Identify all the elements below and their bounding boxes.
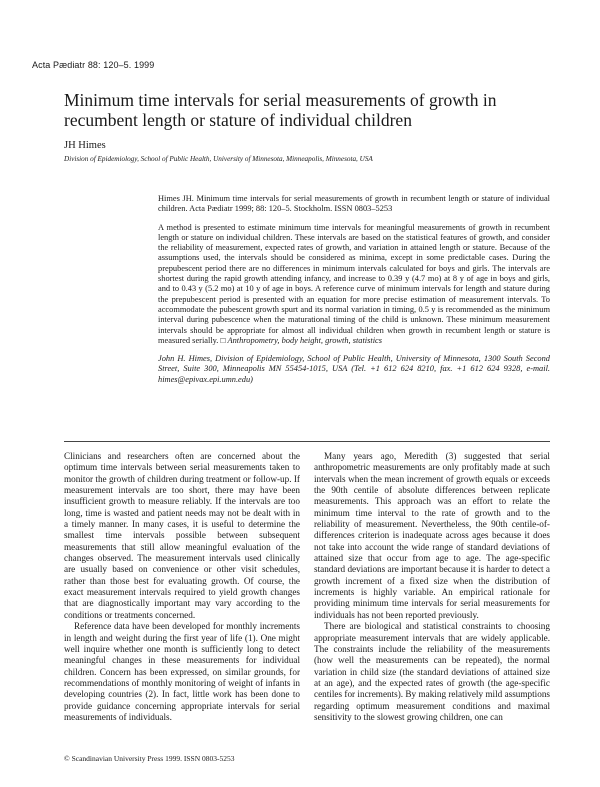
paragraph: Many years ago, Meredith (3) suggested that serial anthropometric measurements are only profitably made at such intervals when the mean increment of growth equals or exceeds the 90th centile of absolute differences between replicate measurements. This approach was an effort to relate the minimum time interval to the rate of growth and to the reliability of measurement. Nevertheless, the 90th centile-of-differences criterion is inadequate across ages because it does not take into account the wide range of standard deviations of attained size that occur from age to age. The age-specific standard deviations are important because it is harder to detect a growth increment of a fixed size when the distribution of increments is highly variable. An empirical rationale for providing minimum time intervals for serial measurements for individuals has not been reported previously. [314, 451, 550, 620]
abstract-keywords: □ Anthropometry, body height, growth, statistics [220, 335, 383, 345]
abstract-body [158, 223, 550, 347]
body-column-left [64, 451, 300, 723]
paragraph: Clinicians and researchers often are concerned about the optimum time intervals between serial measurements taken to monitor the growth of children during treatment or follow-up. If measurement intervals are too short, there may have been insufficient growth to measure reliably. If the intervals are too long, time is wasted and patient needs may not be dealt with in a timely manner. In many cases, it is useful to determine the smallest time intervals possible between subsequent measurements that still allow meaningful evaluation of the changes observed. The measurement intervals used clinically are usually based on convenience or other visit schedules, rather than those best for evaluating growth. Of course, the exact measurement intervals required to yield growth changes that are diagnostically important may vary according to the conditions or treatments concerned. [64, 451, 300, 620]
journal-citation: Acta Pædiatr 88: 120–5. 1999 [32, 60, 155, 70]
author-affiliation: Division of Epidemiology, School of Public Health, University of Minnesota, Minneapolis, Minnesota, USA [64, 155, 373, 163]
author-name: JH Himes [64, 140, 106, 151]
section-divider [64, 441, 550, 442]
body-column-right [314, 451, 550, 723]
correspondence-address: John H. Himes, Division of Epidemiology, School of Public Health, University of Minnesota, 1300 South Second Street, Suite 300, Minneapolis MN 55454-1015, USA (Tel. +1 612 624 8210, fax. +1 612 624 9328, e-mail. himes@epivax.epi.umn.edu) [158, 354, 550, 384]
copyright-footer: © Scandinavian University Press 1999. ISSN 0803-5253 [64, 754, 235, 763]
abstract-text: A method is presented to estimate minimum time intervals for meaningful measurements of growth in recumbent length or stature on individual children. These intervals are based on the statistical features of growth, and consider the reliability of measurement, expected rates of growth, and variation in attained length or stature. Because of the assumptions used, the intervals should be considered as minima, except in some predictable cases. During the prepubescent period there are no differences in minimum intervals calculated for boys and girls. The intervals are shortest during the rapid growth attending infancy, and increase to 0.39 y (4.7 mo) at 8 y of age in boys and girls, and to 0.43 y (5.2 mo) at 10 y of age in boys. A reference curve of minimum intervals for length and stature during the prepubescent period is presented with an equation for more precise estimation of measurement intervals. To accommodate the pubescent growth spurt and its normal variation in timing, 0.5 y is recommended as the minimum interval during pubescence when the maturational timing of the child is unknown. These minimum measurement intervals should be appropriate for almost all individual children when growth in recumbent length or stature is measured serially. [158, 222, 550, 345]
paragraph: There are biological and statistical constraints to choosing appropriate measurement intervals that are widely applicable. The constraints include the reliability of the measurements (how well the measurements can be repeated), the normal variation in child size (the standard deviations of attained size at an age), and the expected rates of growth (the age-specific centiles for increments). By making relatively mild assumptions regarding optimum measurement conditions and maximal sensitivity to the slowest growing children, one can [314, 621, 550, 722]
abstract-citation: Himes JH. Minimum time intervals for serial measurements of growth in recumbent length or stature of individual children. Acta Pædiatr 1999; 88: 120–5. Stockholm. ISSN 0803–5253 [158, 194, 550, 214]
article-title: Minimum time intervals for serial measurements of growth in recumbent length or stature of individual children [64, 90, 497, 130]
abstract-block [158, 194, 550, 385]
paragraph: Reference data have been developed for monthly increments in length and weight during the first year of life (1). One might well inquire whether one month is sufficiently long to detect meaningful changes in these measurements for individual children. Concern has been expressed, on similar grounds, for recommendations of monthly monitoring of weight of infants in developing countries (2). In fact, little work has been done to provide guidance concerning appropriate intervals for serial measurements of individuals. [64, 621, 300, 722]
